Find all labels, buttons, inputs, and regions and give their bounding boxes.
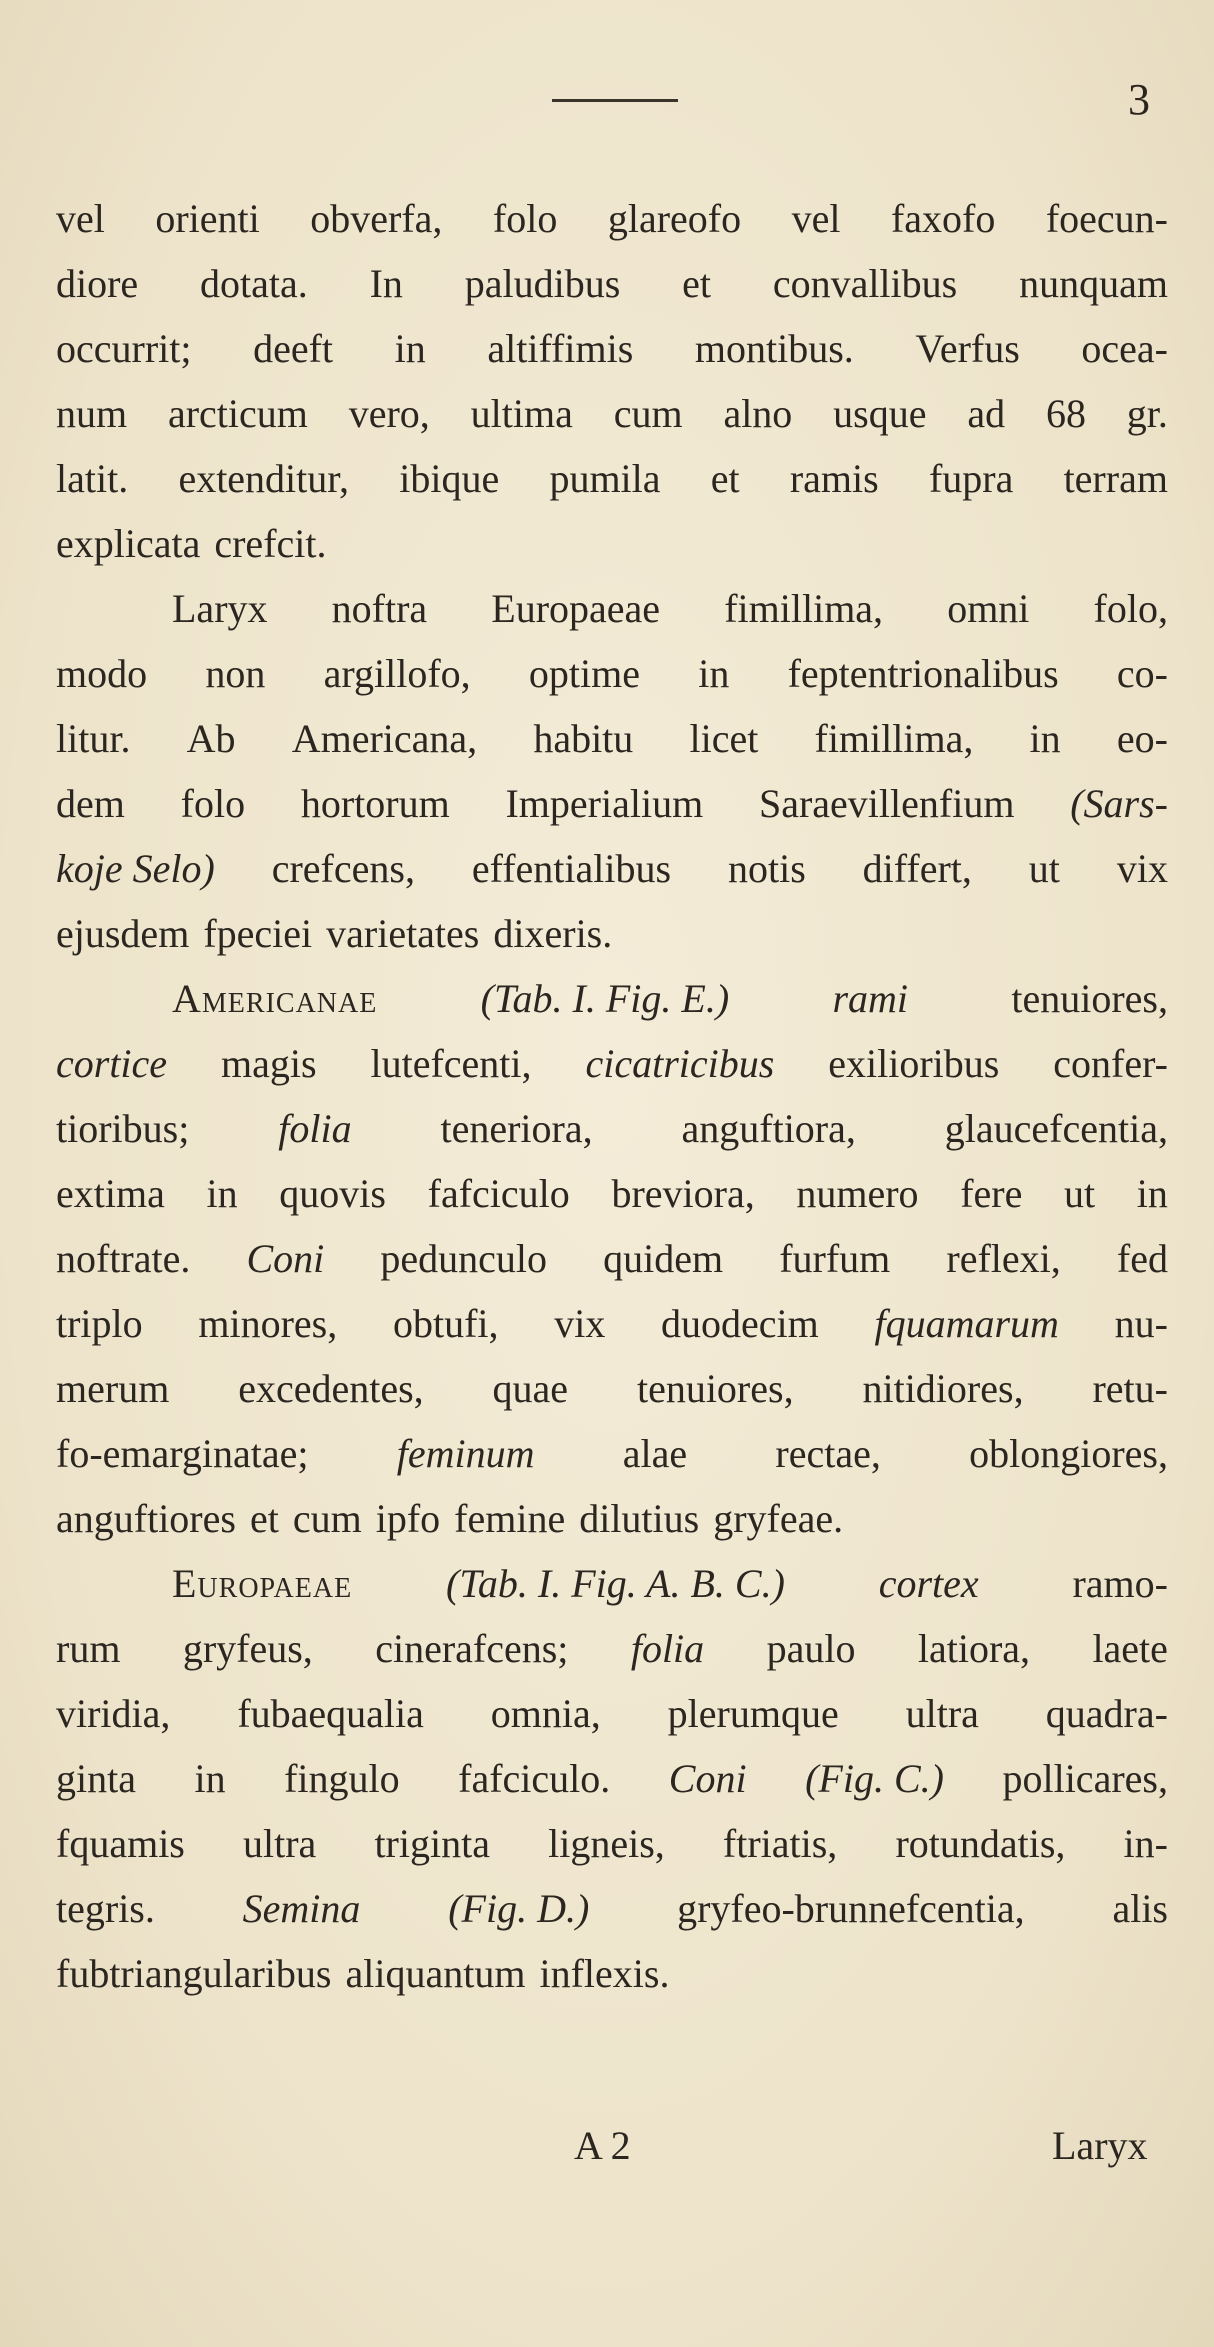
paragraph-start: Europaeae (Tab. I. Fig. A. B. C.) cortex ramo-: [172, 1561, 1168, 1606]
text-line: koje Selo) crefcens, effentialibus notis differt, ut vix: [56, 846, 1168, 891]
paragraph-start: Laryx noftra Europaeae fimillima, omni folo,: [172, 586, 1168, 631]
text-line: vel orienti obverfa, folo glareofo vel faxofo foecun-: [56, 196, 1168, 241]
text-line: viridia, fubaequalia omnia, plerumque ultra quadra-: [56, 1691, 1168, 1736]
text-line: fo-emarginatae; feminum alae rectae, oblongiores,: [56, 1431, 1168, 1476]
text-line: litur. Ab Americana, habitu licet fimillima, in eo-: [56, 716, 1168, 761]
text-line: explicata crefcit.: [56, 521, 327, 566]
catchword: Laryx: [1052, 2123, 1148, 2168]
signature-mark: A 2: [574, 2123, 631, 2168]
paragraph-start: Americanae (Tab. I. Fig. E.) rami tenuiores,: [172, 976, 1168, 1021]
text-line: tioribus; folia teneriora, anguftiora, glaucefcentia,: [56, 1106, 1168, 1151]
page-number: 3: [1128, 75, 1150, 124]
text-line: rum gryfeus, cinerafcens; folia paulo latiora, laete: [56, 1626, 1168, 1671]
text-line: cortice magis lutefcenti, cicatricibus exilioribus confer-: [56, 1041, 1168, 1086]
text-line: fubtriangularibus aliquantum inflexis.: [56, 1951, 670, 1996]
text-line: latit. extenditur, ibique pumila et ramis fupra terram: [56, 456, 1168, 501]
text-line: fquamis ultra triginta ligneis, ftriatis, rotundatis, in-: [56, 1821, 1168, 1866]
text-line: num arcticum vero, ultima cum alno usque ad 68 gr.: [56, 391, 1168, 436]
text-line: ginta in fingulo fafciculo. Coni (Fig. C.) pollicares,: [56, 1756, 1168, 1801]
body-text: [56, 186, 1168, 2006]
header-rule: [552, 99, 678, 102]
text-line: occurrit; deeft in altiffimis montibus. Verfus ocea-: [56, 326, 1168, 371]
text-line: diore dotata. In paludibus et convallibus nunquam: [56, 261, 1168, 306]
text-line: noftrate. Coni pedunculo quidem furfum reflexi, fed: [56, 1236, 1168, 1281]
text-line: merum excedentes, quae tenuiores, nitidiores, retu-: [56, 1366, 1168, 1411]
text-line: modo non argillofo, optime in feptentrionalibus co-: [56, 651, 1168, 696]
text-line: extima in quovis fafciculo breviora, numero fere ut in: [56, 1171, 1168, 1216]
text-line: triplo minores, obtufi, vix duodecim fquamarum nu-: [56, 1301, 1168, 1346]
text-line: tegris. Semina (Fig. D.) gryfeo-brunnefcentia, alis: [56, 1886, 1168, 1931]
text-line: anguftiores et cum ipfo femine dilutius gryfeae.: [56, 1496, 844, 1541]
page-footer: [0, 2122, 1214, 2182]
text-line: dem folo hortorum Imperialium Saraevillenfium (Sars-: [56, 781, 1168, 826]
text-line: ejusdem fpeciei varietates dixeris.: [56, 911, 613, 956]
